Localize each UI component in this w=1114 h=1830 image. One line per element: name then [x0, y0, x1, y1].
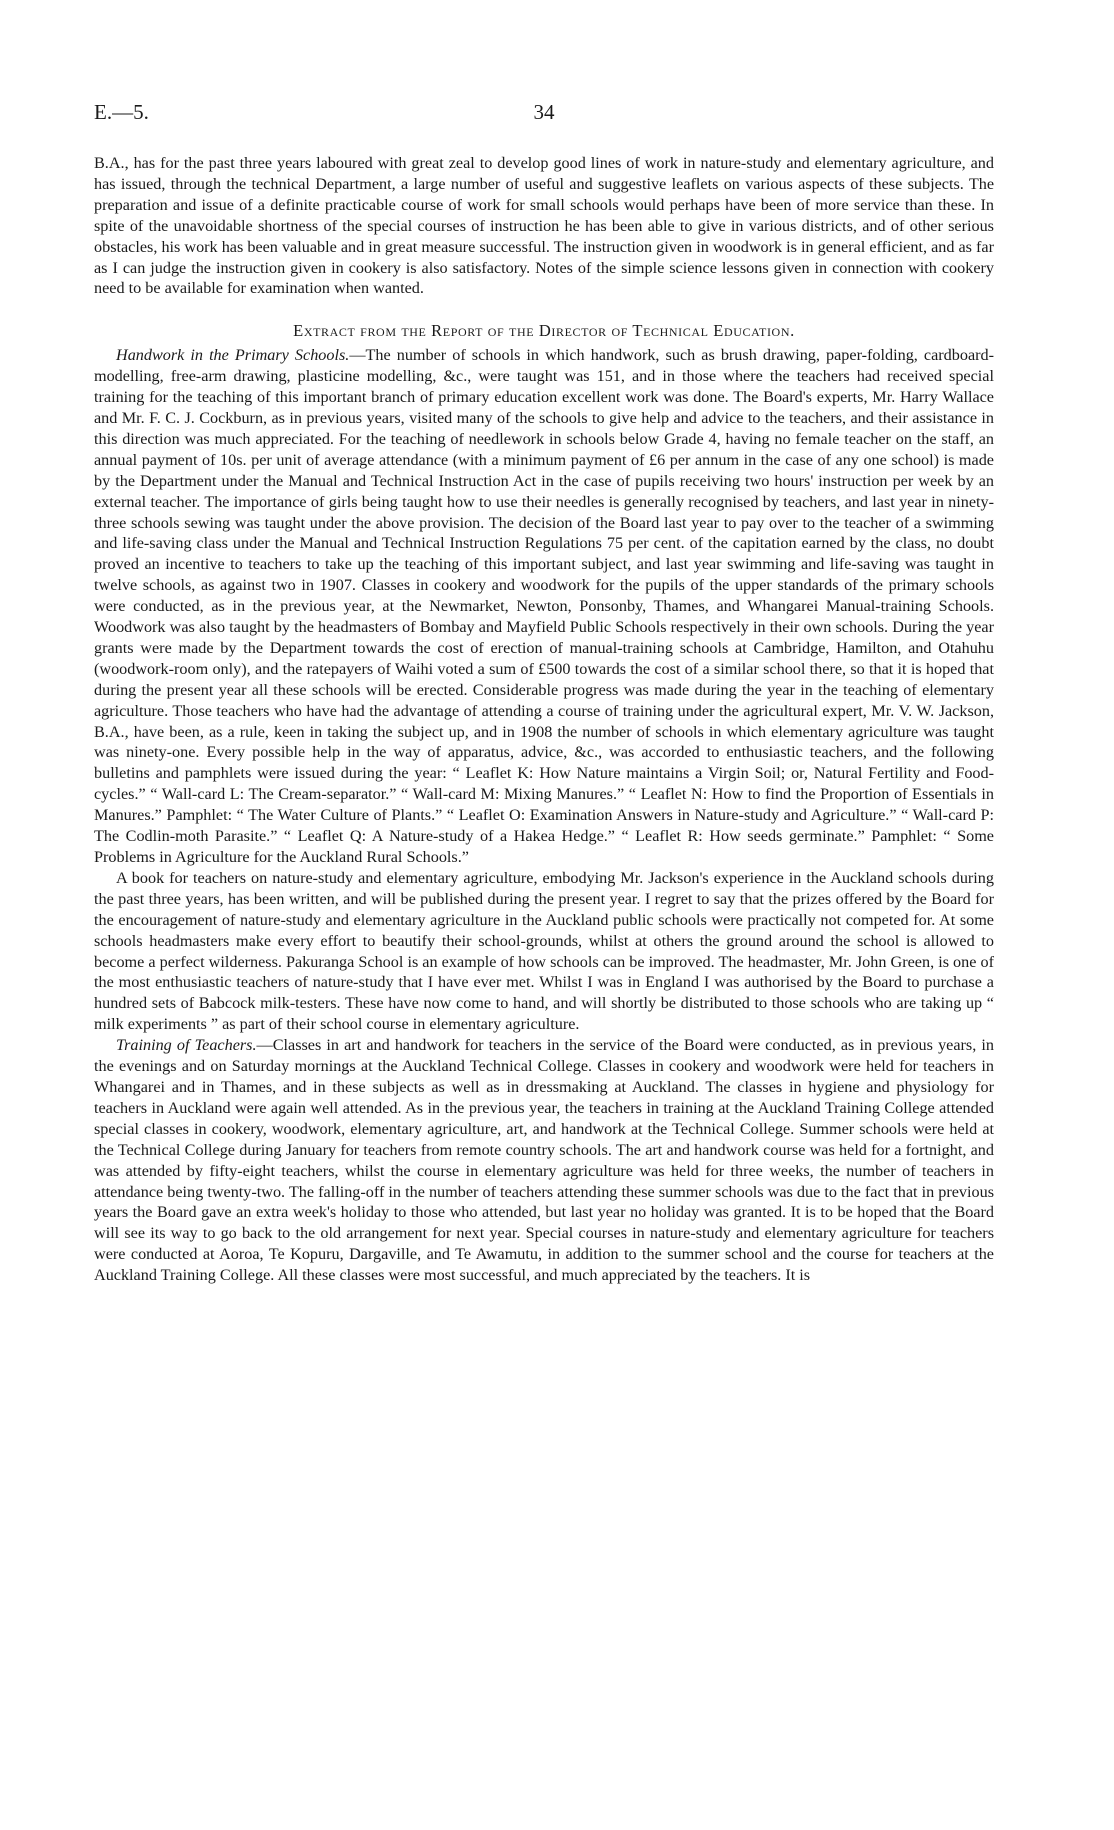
report-reference: E.—5.	[94, 100, 149, 124]
paragraph-continuation: B.A., has for the past three years laboured with great zeal to develop good lines of work in nature-study and elementary agriculture, and has issued, through the technical Department, a large number of useful and suggestive leaflets on various aspects of these subjects. The preparation and issue of a definite practicable course of work for small schools would perhaps have been of more service than these. In spite of the unavoidable shortness of the special courses of instruction he has been able to give in various districts, and of other serious obstacles, his work has been valuable and in great measure successful. The instruction given in woodwork is in general efficient, and as far as I can judge the instruction given in cookery is also satisfactory. Notes of the simple science lessons given in connection with cookery need to be available for examination when wanted.	[94, 154, 994, 298]
paragraph-nature-study-book: A book for teachers on nature-study and elementary agriculture, embodying Mr. Jackson's experience in the Auckland schools during the past three years, has been written, and will be published during the present year. I regret to say that the prizes offered by the Board for the encouragement of nature-study and elementary agriculture in the Auckland public schools were practically not competed for. At some schools headmasters make every effort to beautify their school-grounds, whilst at others the ground around the school is allowed to become a perfect wilderness. Pakuranga School is an example of how schools can be improved. The headmaster, Mr. John Green, is one of the most enthusiastic teachers of nature-study that I have ever met. Whilst I was in England I was authorised by the Board to purchase a hundred sets of Babcock milk-testers. These have now come to hand, and will shortly be distributed to those schools who are taking up “ milk experiments ” as part of their school course in elementary agriculture.	[94, 868, 994, 1034]
body-text	[94, 153, 994, 1286]
subheading-training: Training of Teachers.	[116, 1036, 257, 1055]
document-page	[94, 0, 994, 1830]
paragraph-handwork	[94, 345, 994, 868]
paragraph-training-text: —Classes in art and handwork for teachers in the service of the Board were conducted, as in previous years, in the evenings and on Saturday mornings at the Auckland Technical College. Classes in cookery and woodwork were held for teachers in Whangarei and in Thames, and in these subjects as well as in dressmaking at Auckland. The classes in hygiene and physiology for teachers in Auckland were again well attended. As in the previous year, the teachers in training at the Auckland Training College attended special classes in cookery, woodwork, elementary agriculture, art, and handwork at the Technical College. Summer schools were held at the Technical College during January for teachers from remote country schools. The art and handwork course was held for a fortnight, and was attended by fifty-eight teachers, whilst the course in elementary agriculture was held for three weeks, the number of teachers in attendance being twenty-two. The falling-off in the number of teachers attending these summer schools was due to the fact that in previous years the Board gave an extra week's holiday to those who attended, but last year no holiday was granted. It is to be hoped that the Board will see its way to go back to the old arrangement for next year. Special courses in nature-study and elementary agriculture for teachers were conducted at Aoroa, Te Kopuru, Dargaville, and Te Awamutu, in addition to the summer school and the course for teachers at the Auckland Training College. All these classes were most successful, and much appreciated by the teachers. It is	[94, 1036, 994, 1285]
section-heading: Extract from the Report of the Director of Technical Education.	[293, 321, 795, 341]
paragraph-training	[94, 1035, 994, 1286]
page-number: 34	[533, 100, 555, 124]
page-header	[94, 100, 994, 130]
paragraph-handwork-text: —The number of schools in which handwork, such as brush drawing, paper-folding, cardboard-modelling, free-arm drawing, plasticine modelling, &c., were taught was 151, and in those where the teachers had received special training for the teaching of this important branch of primary education excellent work was done. The Board's experts, Mr. Harry Wallace and Mr. F. C. J. Cockburn, as in previous years, visited many of the schools to give help and advice to the teachers, and their assistance in this direction was much appreciated. For the teaching of needlework in schools below Grade 4, having no female teacher on the staff, an annual payment of 10s. per unit of average attendance (with a minimum payment of £6 per annum in the case of any one school) is made by the Department under the Manual and Technical Instruction Act in the case of pupils receiving two hours' instruction per week by an external teacher. The importance of girls being taught how to use their needles is generally recognised by teachers, and last year in ninety-three schools sewing was taught under the above provision. The decision of the Board last year to pay over to the teacher of a swimming and life-saving class under the Manual and Technical Instruction Regulations 75 per cent. of the capitation earned by the class, no doubt proved an incentive to teachers to take up the teaching of this important subject, and last year swimming and life-saving was taught in twelve schools, as against two in 1907. Classes in cookery and woodwork for the pupils of the upper standards of the primary schools were conducted, as in the previous year, at the Newmarket, Newton, Ponsonby, Thames, and Whangarei Manual-training Schools. Woodwork was also taught by the headmasters of Bombay and Mayfield Public Schools respectively in their own schools. During the year grants were made by the Department towards the cost of erection of manual-training schools at Cambridge, Hamilton, and Otahuhu (woodwork-room only), and the ratepayers of Waihi voted a sum of £500 towards the cost of a similar school there, so that it is hoped that during the present year all these schools will be erected. Considerable progress was made during the year in the teaching of elementary agriculture. Those teachers who have had the advantage of attending a course of training under the agricultural expert, Mr. V. W. Jackson, B.A., have been, as a rule, keen in taking the subject up, and in 1908 the number of schools in which elementary agriculture was taught was ninety-one. Every possible help in the way of apparatus, advice, &c., was accorded to enthusiastic teachers, and the following bulletins and pamphlets were issued during the year: “ Leaflet K: How Nature maintains a Virgin Soil; or, Natural Fertility and Food-cycles.” “ Wall-card L: The Cream-separator.” “ Wall-card M: Mixing Manures.” “ Leaflet N: How to find the Proportion of Essentials in Manures.” Pamphlet: “ The Water Culture of Plants.” “ Leaflet O: Examination Answers in Nature-study and Agriculture.” “ Wall-card P: The Codlin-moth Parasite.” “ Leaflet Q: A Nature-study of a Hakea Hedge.” “ Leaflet R: How seeds germinate.” Pamphlet: “ Some Problems in Agriculture for the Auckland Rural Schools.”	[94, 346, 994, 866]
subheading-handwork: Handwork in the Primary Schools.	[116, 346, 350, 365]
